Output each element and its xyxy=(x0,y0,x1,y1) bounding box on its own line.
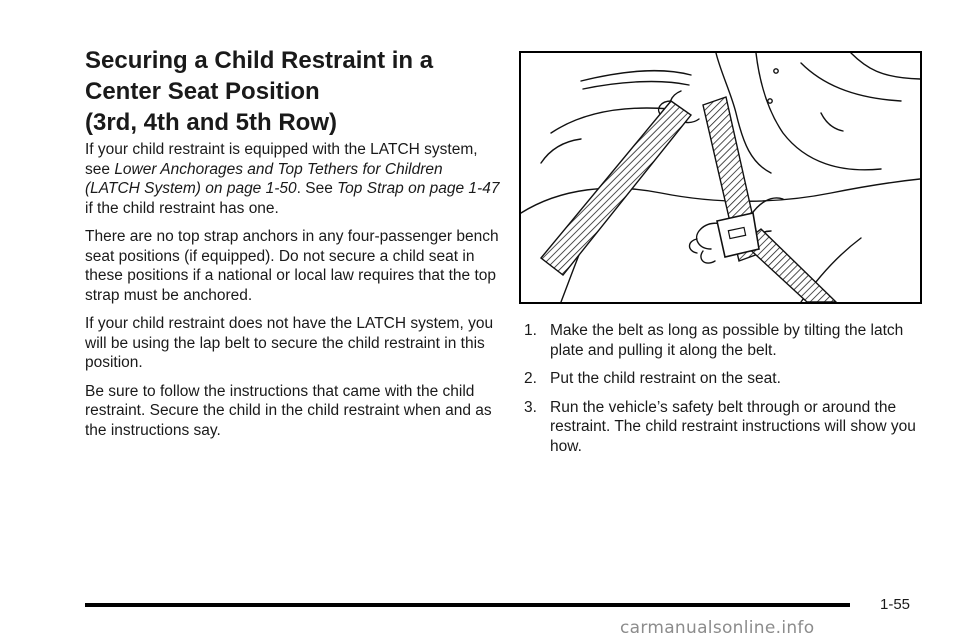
step-3 xyxy=(524,398,924,457)
step-1 xyxy=(524,321,924,360)
p1-text-c: if the child restraint has one. xyxy=(85,199,279,217)
left-column xyxy=(85,140,500,449)
step-1-number: 1. xyxy=(524,322,537,339)
p1-text-a: If your child restraint is equipped with the LATCH system, see xyxy=(85,141,478,178)
step-2 xyxy=(524,369,924,389)
paragraph-lap-belt: If your child restraint does not have the LATCH system, you will be using the lap belt to secure the child restraint in this position. xyxy=(85,315,494,371)
paragraph-latch xyxy=(85,140,500,218)
belt-illustration xyxy=(519,51,922,304)
step-3-number: 3. xyxy=(524,398,537,416)
steps-list xyxy=(524,321,924,465)
belt-illustration-drawing xyxy=(521,53,920,302)
watermark: carmanualsonline.info xyxy=(620,618,815,638)
step-2-number: 2. xyxy=(524,370,537,387)
section-title xyxy=(85,45,505,138)
p1-text-b: . See xyxy=(296,180,338,197)
step-3-text: Run the vehicle’s safety belt through or around the restraint. The child restraint instructions will show you how. xyxy=(550,398,916,455)
title-line-3: (3rd, 4th and 5th Row) xyxy=(85,109,337,136)
paragraph-instructions: Be sure to follow the instructions that came with the child restraint. Secure the child in the child restraint when and as the instructions say. xyxy=(85,382,492,439)
step-1-text: Make the belt as long as possible by tilting the latch plate and pulling it along the belt. xyxy=(550,322,904,359)
link-top-strap-reference[interactable]: Top Strap on page 1-47 xyxy=(337,180,500,197)
footer-rule xyxy=(85,603,850,607)
link-latch-reference[interactable]: Lower Anchorages and Top Tethers for Children (LATCH System) on page 1-50 xyxy=(85,160,443,197)
page-number: 1-55 xyxy=(880,596,911,613)
title-line-2: Center Seat Position xyxy=(85,78,320,105)
paragraph-no-anchors: There are no top strap anchors in any four-passenger bench seat positions (if equipped). Do not secure a child seat in these positions if a national or local law requires that the top strap must be anchored. xyxy=(85,228,499,304)
title-line-1: Securing a Child Restraint in a xyxy=(85,47,434,74)
step-2-text: Put the child restraint on the seat. xyxy=(550,370,781,387)
